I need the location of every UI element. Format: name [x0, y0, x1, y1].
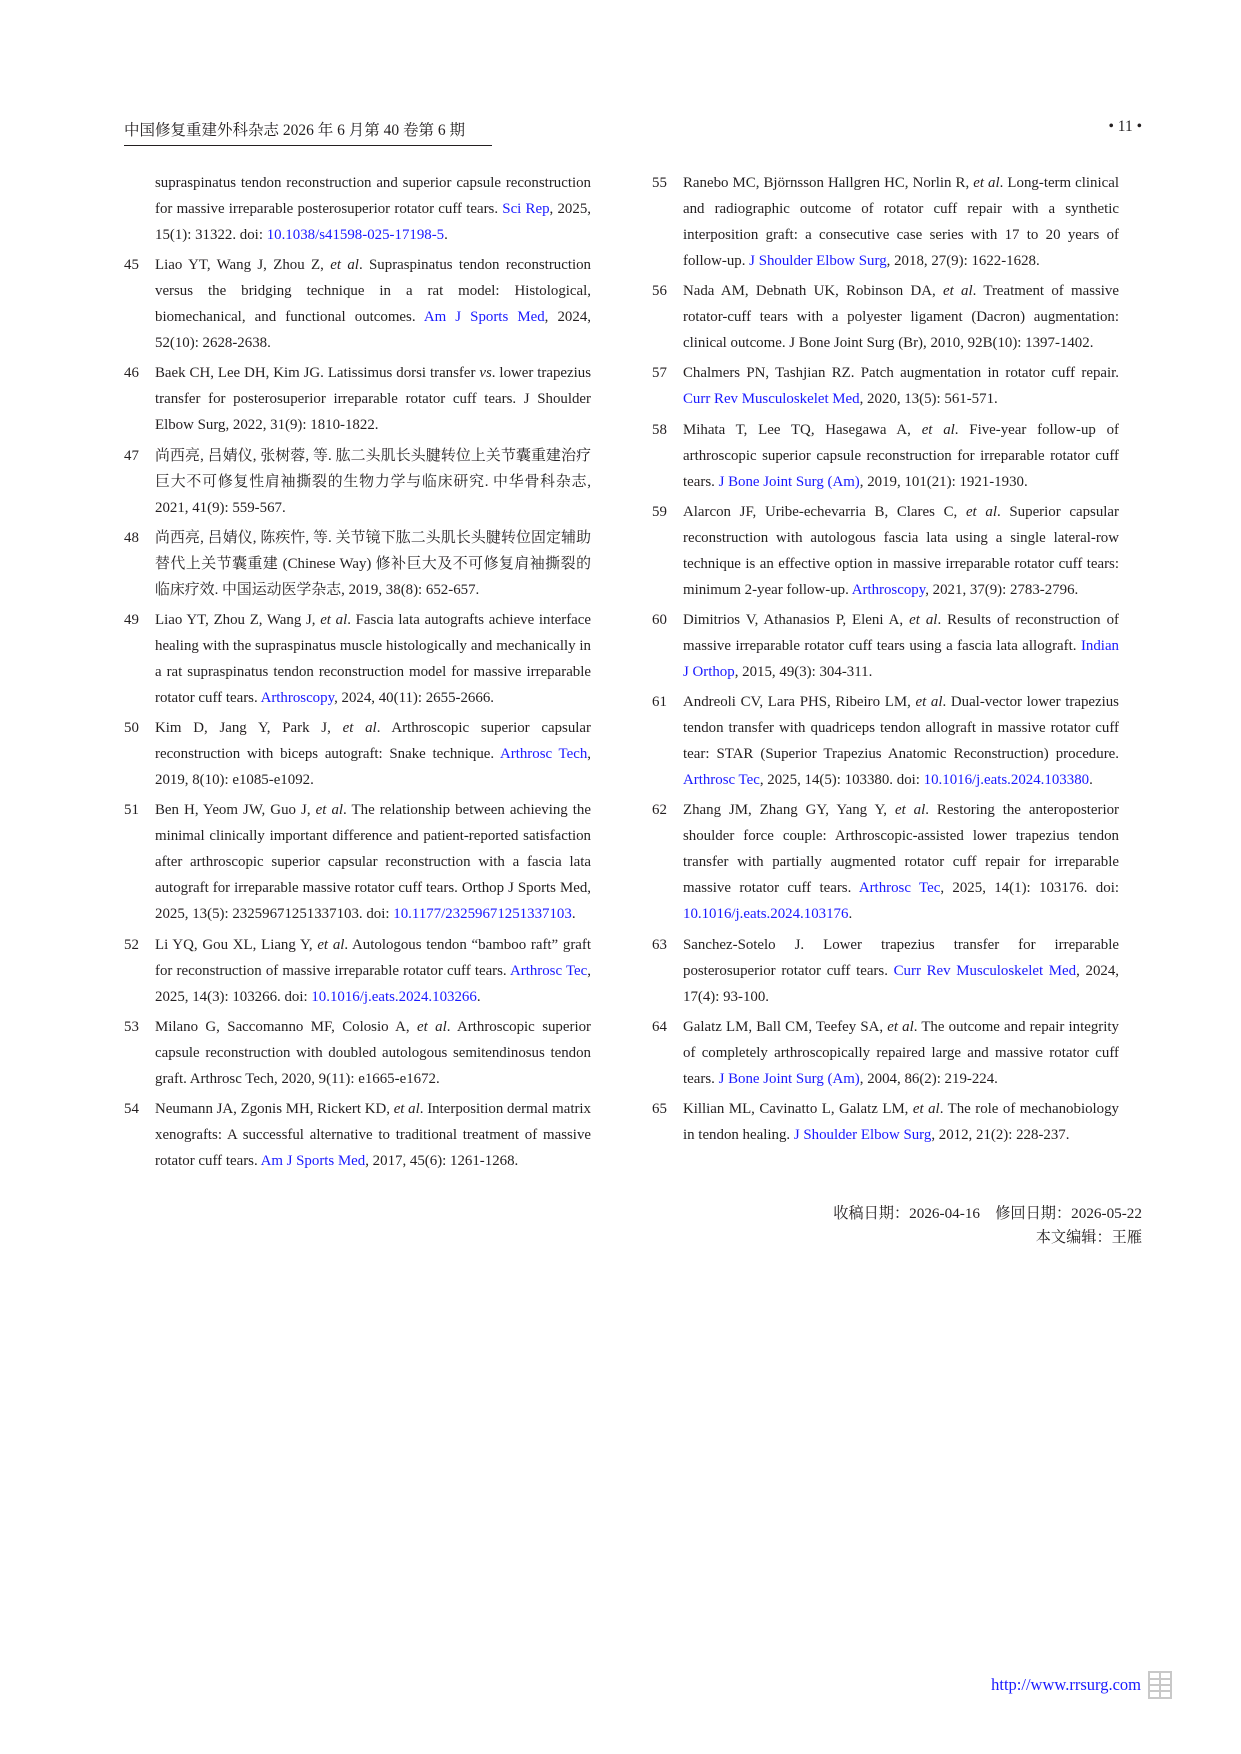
reference-text — [155, 360, 591, 438]
reference-number: 51 — [124, 802, 139, 819]
italic-text: et al — [315, 802, 344, 819]
reference-number: 65 — [652, 1100, 667, 1117]
reference-item — [652, 170, 1119, 274]
journal-title: 中国修复重建外科杂志 2026 年 6 月第 40 卷第 6 期 — [124, 122, 466, 139]
italic-text: et al — [973, 175, 1000, 191]
reference-segment: . Autologous tendon “bamboo raft” graft for reconstruction of massive irreparable rotator cuff tears. — [155, 936, 592, 979]
reference-text — [683, 499, 1119, 603]
reference-segment: Kim D, Jang Y, Park J, — [155, 720, 343, 737]
reference-link[interactable]: Arthrosc Tec — [858, 880, 941, 897]
reference-link[interactable]: Am J Sports Med — [423, 309, 545, 326]
reference-number: 58 — [652, 421, 667, 438]
reference-segment: Alarcon JF, Uribe-echevarria B, Clares C, — [683, 503, 966, 520]
reference-item — [124, 1014, 591, 1092]
reference-number: 61 — [652, 694, 667, 711]
reference-segment: . — [1089, 772, 1093, 789]
reference-item — [124, 607, 591, 711]
reference-text — [155, 443, 591, 521]
reference-segment: 尚西亮, 吕婧仪, 张树蓉, 等. 肱二头肌长头腱转位上关节囊重建治疗巨大不可修复性肩袖撕裂的生物力学与临床研究. 中华骨科杂志, 2021, 41(9): 559-567. — [155, 447, 591, 516]
reference-segment: . Restoring the anteroposterior shoulder force couple: Arthroscopic-assisted lower trapezius tendon transfer with partially augmented rotator cuff repair for irreparable massive rotator cuff tears. — [683, 802, 1119, 897]
reference-segment: . Supraspinatus tendon reconstruction versus the bridging technique in a rat model: Histological, biomechanical, and functional outcomes. — [155, 257, 591, 326]
reference-item — [652, 278, 1119, 356]
reference-segment: , 2021, 37(9): 2783-2796. — [925, 581, 1079, 598]
reference-segment: Andreoli CV, Lara PHS, Ribeiro LM, — [683, 694, 916, 711]
page-number: • 11 • — [1108, 118, 1142, 135]
received-revised-dates: 收稿日期：2026-04-16 修回日期：2026-05-22 — [833, 1205, 1142, 1222]
reference-link[interactable]: Curr Rev Musculoskelet Med — [683, 391, 860, 408]
reference-link[interactable]: 10.1016/j.eats.2024.103176 — [683, 906, 849, 923]
reference-segment: . Arthroscopic superior capsular reconstruction with biceps autograft: Snake technique. — [155, 720, 591, 763]
reference-text — [155, 1096, 591, 1174]
reference-text — [155, 170, 591, 248]
reference-item — [124, 170, 591, 248]
reference-text — [683, 689, 1119, 793]
italic-text: vs — [479, 365, 492, 382]
italic-text: et al — [921, 421, 955, 438]
reference-segment: Liao YT, Zhou Z, Wang J, — [155, 611, 321, 628]
reference-text — [683, 278, 1119, 356]
reference-link[interactable]: 10.1038/s41598-025-17198-5 — [266, 227, 445, 243]
italic-text: et al — [912, 1100, 940, 1117]
reference-link[interactable]: Arthrosc Tec — [683, 772, 760, 789]
reference-segment: Ranebo MC, Björnsson Hallgren HC, Norlin R, — [683, 175, 974, 191]
reference-segment: Neumann JA, Zgonis MH, Rickert KD, — [155, 1100, 394, 1117]
italic-text: et al — [393, 1100, 420, 1117]
reference-number: 50 — [124, 720, 139, 737]
reference-segment: . The outcome and repair integrity of completely arthroscopically repaired large and massive rotator cuff tears. — [683, 1018, 1119, 1087]
reference-segment: Mihata T, Lee TQ, Hasegawa A, — [683, 421, 922, 438]
reference-segment: Galatz LM, Ball CM, Teefey SA, — [683, 1018, 888, 1035]
reference-link[interactable]: J Shoulder Elbow Surg — [793, 1126, 932, 1143]
reference-item — [124, 252, 591, 356]
reference-segment: , 2025, 14(5): 103380. doi: — [759, 772, 924, 789]
italic-text: et al — [342, 720, 377, 737]
reference-item — [652, 797, 1119, 927]
italic-text: et al — [943, 283, 973, 300]
reference-segment: , 2019, 101(21): 1921-1930. — [859, 473, 1028, 490]
reference-link[interactable]: 10.1016/j.eats.2024.103266 — [311, 988, 477, 1005]
reference-item — [652, 932, 1119, 1010]
reference-text — [155, 525, 591, 603]
reference-text — [155, 1014, 591, 1092]
reference-link[interactable]: Arthroscopy — [260, 689, 335, 706]
italic-text: et al — [965, 503, 997, 520]
reference-number: 64 — [652, 1018, 667, 1035]
reference-segment: , 2019, 8(10): e1085-e1092. — [155, 746, 591, 789]
references-left-column — [124, 170, 591, 1178]
reference-item — [124, 360, 591, 438]
reference-segment: , 2004, 86(2): 219-224. — [859, 1070, 998, 1087]
reference-item — [652, 417, 1119, 495]
reference-segment: , 2018, 27(9): 1622-1628. — [886, 253, 1040, 269]
reference-segment: Liao YT, Wang J, Zhou Z, — [155, 257, 331, 274]
reference-item — [124, 715, 591, 793]
italic-text: et al — [915, 694, 943, 711]
reference-text — [155, 715, 591, 793]
reference-segment: , 2017, 45(6): 1261-1268. — [365, 1152, 519, 1169]
reference-number: 45 — [124, 257, 139, 274]
reference-number: 49 — [124, 611, 139, 628]
reference-text — [683, 1014, 1119, 1092]
italic-text: et al — [330, 257, 359, 274]
reference-number: 60 — [652, 611, 667, 628]
italic-text: et al — [417, 1018, 447, 1035]
reference-link[interactable]: Am J Sports Med — [260, 1152, 366, 1169]
reference-number: 48 — [124, 529, 139, 546]
reference-segment: , 2020, 13(5): 561-571. — [859, 391, 998, 408]
reference-segment: . Interposition dermal matrix xenografts: A successful alternative to traditional treatment of massive rotator cuff tears. — [155, 1100, 591, 1169]
reference-segment: . The role of mechanobiology in tendon healing. — [683, 1100, 1119, 1143]
reference-segment: , 2025, 15(1): 31322. doi: — [155, 201, 591, 243]
reference-link[interactable]: Indian J Orthop — [683, 637, 1119, 680]
reference-number: 46 — [124, 365, 139, 382]
reference-segment: . Fascia lata autografts achieve interface healing with the supraspinatus muscle histologically and mechanically in a rat supraspinatus tendon reconstruction model for massive irreparable rotator cuff tears. — [155, 611, 591, 706]
reference-segment: , 2024, 17(4): 93-100. — [683, 962, 1120, 1005]
reference-item — [652, 689, 1119, 793]
reference-number: 59 — [652, 503, 667, 520]
reference-item — [652, 1096, 1119, 1148]
reference-text — [155, 797, 591, 927]
reference-link[interactable]: Sci Rep — [502, 201, 550, 217]
reference-segment: Killian ML, Cavinatto L, Galatz LM, — [683, 1100, 913, 1117]
reference-segment: Milano G, Saccomanno MF, Colosio A, — [155, 1018, 418, 1035]
reference-segment: supraspinatus tendon reconstruction and superior capsule reconstruction for massive irreparable posterosuperior rotator cuff tears. — [155, 175, 591, 217]
reference-item — [124, 443, 591, 521]
reference-item — [652, 1014, 1119, 1092]
reference-link[interactable]: J Shoulder Elbow Surg — [749, 253, 887, 269]
reference-link[interactable]: J Bone Joint Surg (Am) — [718, 1070, 860, 1087]
reference-segment: . Five-year follow-up of arthroscopic superior capsule reconstruction for irreparable rotator cuff tears. — [683, 421, 1120, 490]
reference-number: 62 — [652, 802, 667, 819]
reference-text — [155, 252, 591, 356]
italic-text: et al — [894, 802, 926, 819]
reference-number: 52 — [124, 936, 139, 953]
article-dates — [833, 1202, 1142, 1250]
reference-item — [124, 525, 591, 603]
reference-text — [683, 607, 1119, 685]
reference-segment: Dimitrios V, Athanasios P, Eleni A, — [683, 611, 910, 628]
reference-segment: . — [848, 906, 853, 923]
reference-segment: Sanchez-Sotelo J. Lower trapezius transfer for irreparable posterosuperior rotator cuff tears. — [683, 936, 1119, 979]
reference-text — [155, 932, 591, 1010]
reference-text — [683, 360, 1119, 412]
editor-credit: 本文编辑：王雁 — [1035, 1229, 1142, 1246]
reference-number: 53 — [124, 1018, 139, 1035]
reference-segment: Nada AM, Debnath UK, Robinson DA, — [683, 283, 944, 300]
reference-segment: , 2015, 49(3): 304-311. — [734, 663, 873, 680]
running-header — [124, 118, 1142, 142]
reference-segment: Zhang JM, Zhang GY, Yang Y, — [683, 802, 895, 819]
reference-text — [683, 170, 1119, 274]
italic-text: et al — [909, 611, 938, 628]
italic-text: et al — [317, 936, 345, 953]
reference-segment: , 2024, 40(11): 2655-2666. — [334, 689, 494, 706]
reference-segment: . — [476, 988, 481, 1005]
reference-text — [683, 417, 1119, 495]
page-footer — [991, 1670, 1173, 1700]
reference-text — [683, 1096, 1119, 1148]
reference-segment: , 2012, 21(2): 228-237. — [931, 1126, 1070, 1143]
reference-segment: , 2024, 52(10): 2628-2638. — [155, 309, 591, 352]
reference-segment: . lower trapezius transfer for posterosuperior irreparable rotator cuff tears. J Shoulder Elbow Surg, 2022, 31(9): 1810-1822. — [155, 365, 591, 434]
reference-item — [124, 932, 591, 1010]
reference-number: 54 — [124, 1100, 139, 1117]
italic-text: et al — [320, 611, 348, 628]
reference-item — [652, 360, 1119, 412]
journal-logo-icon — [1147, 1670, 1173, 1700]
reference-link[interactable]: J Bone Joint Surg (Am) — [718, 473, 860, 490]
reference-segment: Chalmers PN, Tashjian RZ. Patch augmentation in rotator cuff repair. — [683, 365, 1119, 382]
reference-number: 55 — [652, 175, 667, 191]
italic-text: et al — [887, 1018, 914, 1035]
reference-number: 63 — [652, 936, 667, 953]
reference-segment: . Dual-vector lower trapezius tendon transfer with quadriceps tendon allograft in massive rotator cuff tear: STAR (Superior Trapezius Anatomic Reconstruction) procedure. — [683, 694, 1119, 763]
reference-link[interactable]: Arthrosc Tec — [509, 962, 588, 979]
reference-segment: Ben H, Yeom JW, Guo J, — [155, 802, 316, 819]
reference-link[interactable]: Curr Rev Musculoskelet Med — [893, 962, 1077, 979]
reference-link[interactable]: Arthrosc Tech — [500, 746, 588, 763]
references-right-column — [652, 170, 1119, 1152]
header-rule — [124, 145, 492, 146]
reference-item — [124, 797, 591, 927]
reference-text — [683, 797, 1119, 927]
reference-segment: . Superior capsular reconstruction with autologous fascia lata using a single lateral-row technique is an effective option in massive irreparable rotator cuff tears: minimum 2-year follow-up. — [683, 503, 1119, 598]
reference-segment: . — [571, 906, 576, 923]
journal-url-link[interactable]: http://www.rrsurg.com — [991, 1675, 1141, 1694]
reference-segment: . Results of reconstruction of massive irreparable rotator cuff tears using a fascia lata allograft. — [683, 611, 1119, 654]
reference-segment: , 2025, 14(1): 103176. doi: — [940, 880, 1119, 897]
reference-item — [652, 499, 1119, 603]
reference-segment: . — [444, 227, 448, 243]
reference-segment: Li YQ, Gou XL, Liang Y, — [155, 936, 318, 953]
reference-segment: . Long-term clinical and radiographic outcome of rotator cuff repair with a synthetic interposition graft: a consecutive case series with 17 to 20 years of follow-up. — [683, 175, 1119, 269]
reference-segment: 尚西亮, 吕婧仪, 陈疾忤, 等. 关节镜下肱二头肌长头腱转位固定辅助替代上关节囊重建 (Chinese Way) 修补巨大及不可修复肩袖撕裂的临床疗效. 中国运动医学杂志, 2019, 38(8): 652-657. — [155, 529, 591, 598]
reference-text — [155, 607, 591, 711]
reference-number: 56 — [652, 283, 667, 300]
reference-segment: . Treatment of massive rotator-cuff tears with a polyester ligament (Dacron) augmentation: clinical outcome. J Bone Joint Surg (Br), 2010, 92B(10): 1397-1402. — [683, 283, 1119, 352]
reference-segment: . The relationship between achieving the minimal clinically important difference and patient-reported satisfaction after arthroscopic superior capsular reconstruction with a fascia lata autograft for irreparable massive rotator cuff tears. Orthop J Sports Med, 2025, 13(5): 23259671251337103. doi: — [155, 802, 591, 923]
reference-number: 57 — [652, 365, 667, 382]
reference-segment: , 2025, 14(3): 103266. doi: — [155, 962, 591, 1005]
reference-segment: Baek CH, Lee DH, Kim JG. Latissimus dorsi transfer — [155, 365, 480, 382]
reference-link[interactable]: Arthroscopy — [851, 581, 926, 598]
reference-item — [652, 607, 1119, 685]
reference-segment: . Arthroscopic superior capsule reconstruction with doubled autologous semitendinosus tendon graft. Arthrosc Tech, 2020, 9(11): e1665-e1672. — [155, 1018, 591, 1087]
reference-link[interactable]: 10.1177/23259671251337103 — [393, 906, 572, 923]
reference-link[interactable]: 10.1016/j.eats.2024.103380 — [923, 772, 1090, 789]
reference-item — [124, 1096, 591, 1174]
reference-number: 47 — [124, 447, 139, 464]
reference-text — [683, 932, 1119, 1010]
